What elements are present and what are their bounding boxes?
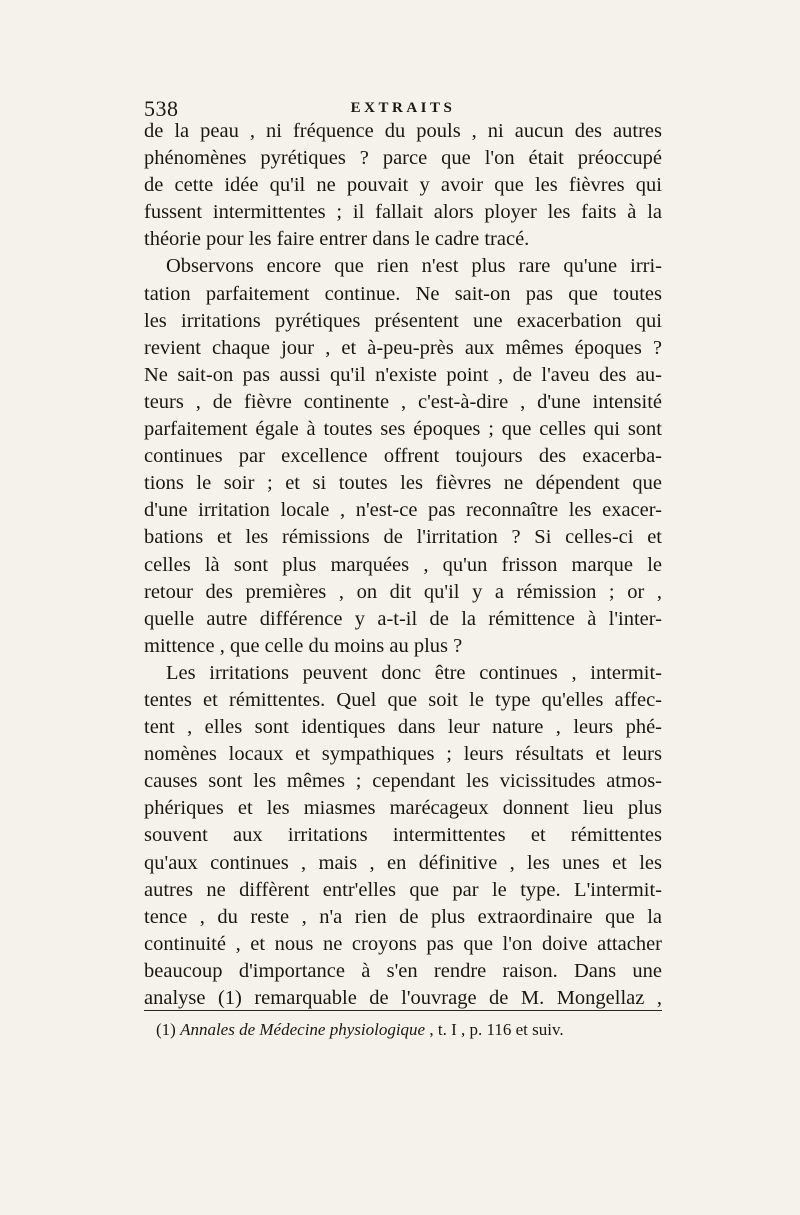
text-line: retour des premières , on dit qu'il y a rémission ; or , — [144, 580, 662, 603]
text-line: Observons encore que rien n'est plus rare qu'une irri- — [166, 255, 662, 278]
text-line: autres ne diffèrent entr'elles que par le type. L'intermit- — [144, 878, 662, 901]
text-line: phénomènes pyrétiques ? parce que l'on était préoccupé — [144, 147, 662, 170]
text-line: qu'aux continues , mais , en définitive , les unes et les — [144, 851, 662, 874]
text-line: d'une irritation locale , n'est-ce pas reconnaître les exacer- — [144, 499, 662, 522]
text-line: tent , elles sont identiques dans leur nature , leurs phé- — [144, 716, 662, 739]
text-line: théorie pour les faire entrer dans le cadre tracé. — [144, 228, 530, 251]
text-line: continues par excellence offrent toujours des exacerba- — [144, 445, 662, 468]
text-line: les irritations pyrétiques présentent une exacerbation qui — [144, 309, 662, 332]
text-line: phériques et les miasmes marécageux donnent lieu plus — [144, 797, 662, 820]
text-line: beaucoup d'importance à s'en rendre raison. Dans une — [144, 959, 662, 982]
text-line: causes sont les mêmes ; cependant les vicissitudes atmos- — [144, 770, 662, 793]
footnote-title: Annales de Médecine physiologique — [180, 1020, 426, 1039]
footnote-reference: , t. I , p. 116 et suiv. — [429, 1020, 564, 1039]
text-line: Les irritations peuvent donc être continues , intermit- — [166, 661, 662, 684]
text-line: tence , du reste , n'a rien de plus extraordinaire que la — [144, 905, 662, 928]
text-line: de cette idée qu'il ne pouvait y avoir que les fièvres qui — [144, 174, 662, 197]
text-line: continuité , et nous ne croyons pas que l'on doive attacher — [144, 932, 662, 955]
running-head: EXTRAITS — [350, 100, 456, 116]
text-line: tentes et rémittentes. Quel que soit le type qu'elles affec- — [144, 688, 662, 711]
text-line: tions le soir ; et si toutes les fièvres ne dépendent que — [144, 472, 662, 495]
text-line: analyse (1) remarquable de l'ouvrage de M. Mongellaz , — [144, 987, 662, 1009]
text-line: souvent aux irritations intermittentes et rémittentes — [144, 824, 662, 847]
text-line: parfaitement égale à toutes ses époques ; que celles qui sont — [144, 418, 662, 441]
text-line: fussent intermittentes ; il fallait alors ployer les faits à la — [144, 201, 662, 224]
text-line: mittence , que celle du moins au plus ? — [144, 634, 463, 657]
text-line: tation parfaitement continue. Ne sait-on pas que toutes — [144, 282, 662, 305]
text-line: quelle autre différence y a-t-il de la rémittence à l'inter- — [144, 607, 662, 630]
text-line: teurs , de fièvre continente , c'est-à-dire , d'une intensité — [144, 390, 662, 413]
footnote-marker: (1) — [156, 1020, 176, 1039]
text-line: nomènes locaux et sympathiques ; leurs résultats et leurs — [144, 743, 662, 766]
text-line: celles là sont plus marquées , qu'un frisson marque le — [144, 553, 662, 576]
text-line: revient chaque jour , et à-peu-près aux mêmes époques ? — [144, 336, 662, 359]
footnote-divider — [144, 1010, 662, 1011]
page-number: 538 — [144, 96, 179, 121]
text-line: bations et les rémissions de l'irritation ? Si celles-ci et — [144, 526, 662, 549]
text-line: Ne sait-on pas aussi qu'il n'existe point , de l'aveu des au- — [144, 363, 662, 386]
body-text — [144, 118, 662, 1012]
text-line: de la peau , ni fréquence du pouls , ni aucun des autres — [144, 120, 662, 142]
footnote — [156, 1020, 656, 1040]
